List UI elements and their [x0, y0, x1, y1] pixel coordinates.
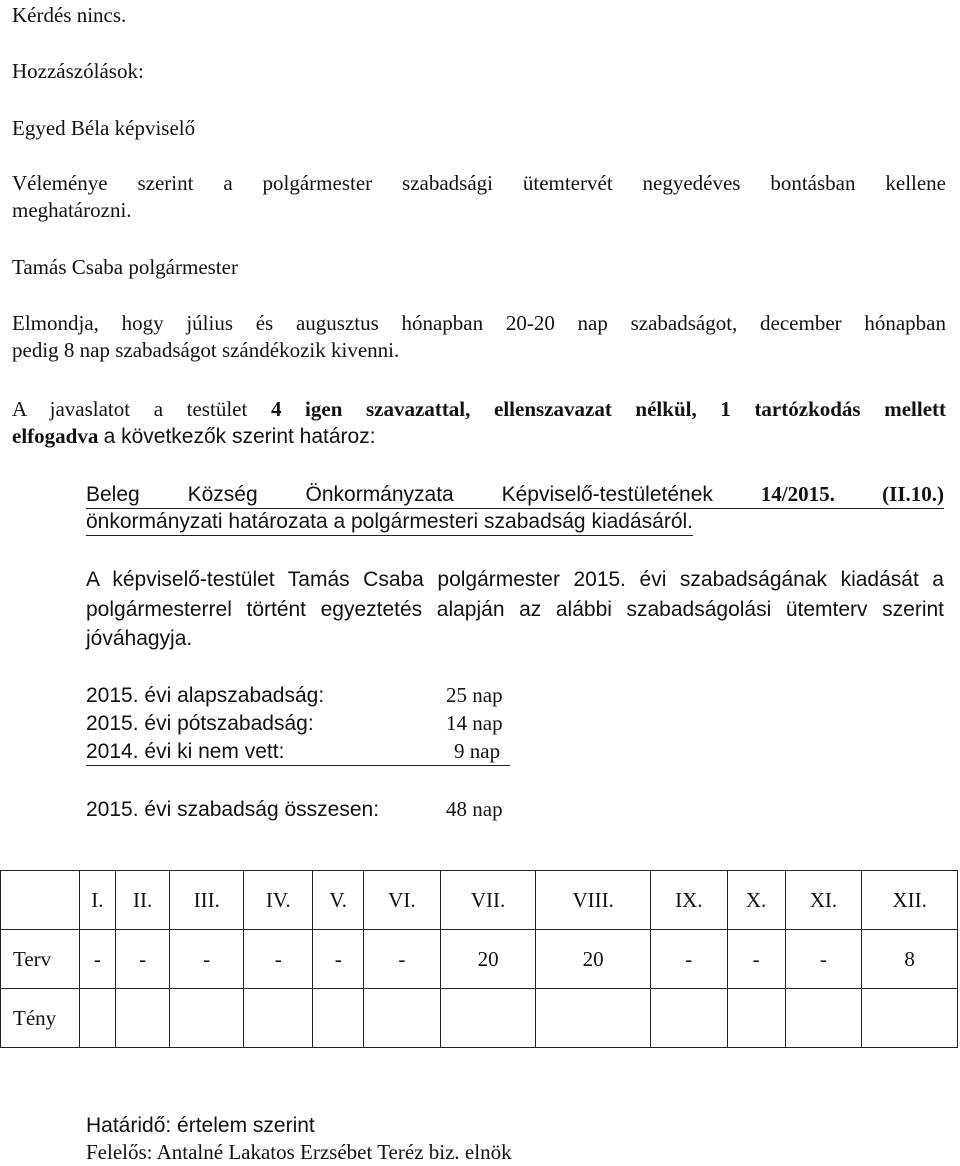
speaker-statement-line: pedig 8 nap szabadságot szándékozik kivenni.	[12, 338, 400, 362]
speaker-statement-line: Véleménye szerint a polgármester szabadsági ütemtervét negyedéves bontásban kellene	[12, 171, 946, 195]
resolution-number: 14/2015. (II.10.)	[760, 482, 945, 506]
actual-cell	[727, 989, 785, 1048]
month-header-cell: II.	[115, 871, 170, 930]
plan-cell: -	[785, 930, 862, 989]
month-header-cell: X.	[727, 871, 785, 930]
speaker-statement-line: meghatározni.	[12, 198, 132, 222]
vote-result-line	[12, 423, 376, 450]
actual-cell	[363, 989, 440, 1048]
leave-schedule-table	[0, 870, 958, 1048]
resolution-subtitle: önkormányzati határozata a polgármesteri szabadság kiadásáról.	[86, 508, 693, 536]
leave-value: 25 nap	[446, 683, 503, 707]
actual-cell	[440, 989, 536, 1048]
plan-cell: -	[80, 930, 116, 989]
plan-cell: -	[727, 930, 785, 989]
table-cell	[1, 871, 80, 930]
month-header-cell: XII.	[862, 871, 958, 930]
leave-row	[86, 710, 314, 737]
table-row	[1, 930, 958, 989]
actual-cell	[115, 989, 170, 1048]
plan-cell: -	[650, 930, 727, 989]
leave-total-label: 2015. évi szabadság összesen:	[86, 798, 380, 821]
vote-accepted: elfogadva	[12, 424, 99, 448]
leave-label: 2015. évi alapszabadság:	[86, 684, 325, 707]
leave-total-value: 48 nap	[446, 797, 503, 821]
no-question-text: Kérdés nincs.	[12, 3, 127, 27]
comments-heading: Hozzászólások:	[12, 59, 144, 83]
month-header-cell: I.	[80, 871, 116, 930]
plan-cell: 8	[862, 930, 958, 989]
table-row	[1, 989, 958, 1048]
month-header-cell: VII.	[440, 871, 536, 930]
resolution-body-line: jóváhagyja.	[86, 627, 193, 650]
resolution-title-text: Beleg Község Önkormányzata Képviselő-testületének	[86, 483, 713, 506]
leave-label: 2014. évi ki nem vett:	[86, 740, 285, 763]
plan-cell: -	[115, 930, 170, 989]
month-header-cell: IX.	[650, 871, 727, 930]
month-header-cell: VIII.	[536, 871, 651, 930]
leave-value: 9 nap	[454, 739, 501, 763]
plan-cell: 20	[440, 930, 536, 989]
actual-cell	[536, 989, 651, 1048]
vote-prefix: A javaslatot a testület	[12, 397, 248, 421]
actual-cell	[80, 989, 116, 1048]
plan-cell: -	[170, 930, 244, 989]
resolution-body-line: polgármesterrel történt egyeztetés alapján az alábbi szabadságolási ütemterv szerint	[86, 598, 944, 621]
actual-cell	[170, 989, 244, 1048]
month-header-cell: XI.	[785, 871, 862, 930]
month-header-cell: III.	[170, 871, 244, 930]
leave-label: 2015. évi pótszabadság:	[86, 712, 314, 735]
speaker-statement-line: Elmondja, hogy július és augusztus hónapban 20-20 nap szabadságot, december hónapban	[12, 311, 946, 335]
vote-count: 4 igen szavazattal, ellenszavazat nélkül, 1 tartózkodás mellett	[270, 397, 947, 421]
row-label-plan: Terv	[1, 930, 80, 989]
plan-cell: -	[363, 930, 440, 989]
resolution-body-line: A képviselő-testület Tamás Csaba polgármester 2015. évi szabadságának kiadását a	[86, 568, 944, 591]
actual-cell	[244, 989, 313, 1048]
plan-cell: 20	[536, 930, 651, 989]
responsible-text: Felelős: Antalné Lakatos Erzsébet Teréz biz. elnök	[86, 1140, 512, 1164]
speaker-name: Tamás Csaba polgármester	[12, 255, 238, 279]
leave-row	[86, 682, 324, 709]
actual-cell	[313, 989, 364, 1048]
actual-cell	[785, 989, 862, 1048]
plan-cell: -	[313, 930, 364, 989]
leave-row-underlined	[86, 738, 510, 766]
table-row	[1, 871, 958, 930]
speaker-name: Egyed Béla képviselő	[12, 116, 196, 140]
deadline-text: Határidő: értelem szerint	[86, 1114, 315, 1137]
resolution-title	[86, 481, 944, 509]
row-label-actual: Tény	[1, 989, 80, 1048]
actual-cell	[650, 989, 727, 1048]
vote-rest: a következők szerint határoz:	[103, 425, 376, 448]
month-header-cell: VI.	[363, 871, 440, 930]
vote-result-line	[12, 396, 946, 423]
actual-cell	[862, 989, 958, 1048]
month-header-cell: IV.	[244, 871, 313, 930]
plan-cell: -	[244, 930, 313, 989]
leave-value: 14 nap	[446, 711, 503, 735]
month-header-cell: V.	[313, 871, 364, 930]
